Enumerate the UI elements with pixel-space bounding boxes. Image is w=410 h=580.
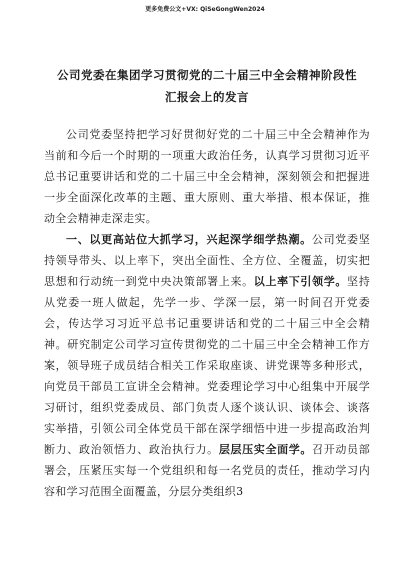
document-title: [44, 64, 370, 108]
section-one-heading: 一、以更高站位大抓学习，兴起深学细学热潮。: [66, 233, 312, 246]
document-body: [44, 64, 370, 502]
intro-paragraph: 公司党委坚持把学习好贯彻好党的二十届三中全会精神作为当前和今后一个时期的一项重大政治任务，认真学习贯彻习近平总书记重要讲话和党的二十届三中全会精神，深刻领会和把握进一步全面深化改革的主题、重大原则、重大举措、根本保证，推动全会精神走深走实。: [44, 128, 370, 225]
document-title-line-1: 公司党委在集团学习贯彻党的二十届三中全会精神阶段性: [57, 68, 357, 82]
section-one-text-b: 坚持从党委一班人做起，先学一步、学深一层，第一时间召开党委会，传达学习习近平总书记重要讲话和党的二十届三中全会精神。研究制定公司学习宣传贯彻党的二十届三中全会精神工作方案，领导班子成员结合相关工作采取座谈、讲党课等多种形式，向党员干部员工宣讲全会精神。党委理论学习中心组集中开展学习研讨，组织党委成员、部门负责人逐个谈认识、谈体会、谈落实举措，引领公司全体党员干部在深学细悟中进一步提高政治判断力、政治领悟力、政治执行力。: [44, 275, 371, 456]
section-one-text-c: 召开动员部署会，压紧压实每一个党组织和每一名党员的责任，推动学习内容和学习范围全面覆盖，分层分类组织3: [44, 443, 371, 498]
subheading-lead-learning: 以上率下引领学。: [253, 275, 348, 288]
section-one-paragraph: [44, 229, 370, 502]
section-one-text-a: 公司党委坚持领导带头、以上率下，突出全面性、全方位、全覆盖，切实把思想和行动统一到党中央决策部署上来。: [44, 233, 370, 288]
document-title-line-2: 汇报会上的发言: [165, 90, 249, 104]
top-note: 更多免费公文+VX: QiSeGongWen2024: [145, 6, 265, 13]
subheading-full-learning: 层层压实全面学。: [218, 443, 313, 456]
